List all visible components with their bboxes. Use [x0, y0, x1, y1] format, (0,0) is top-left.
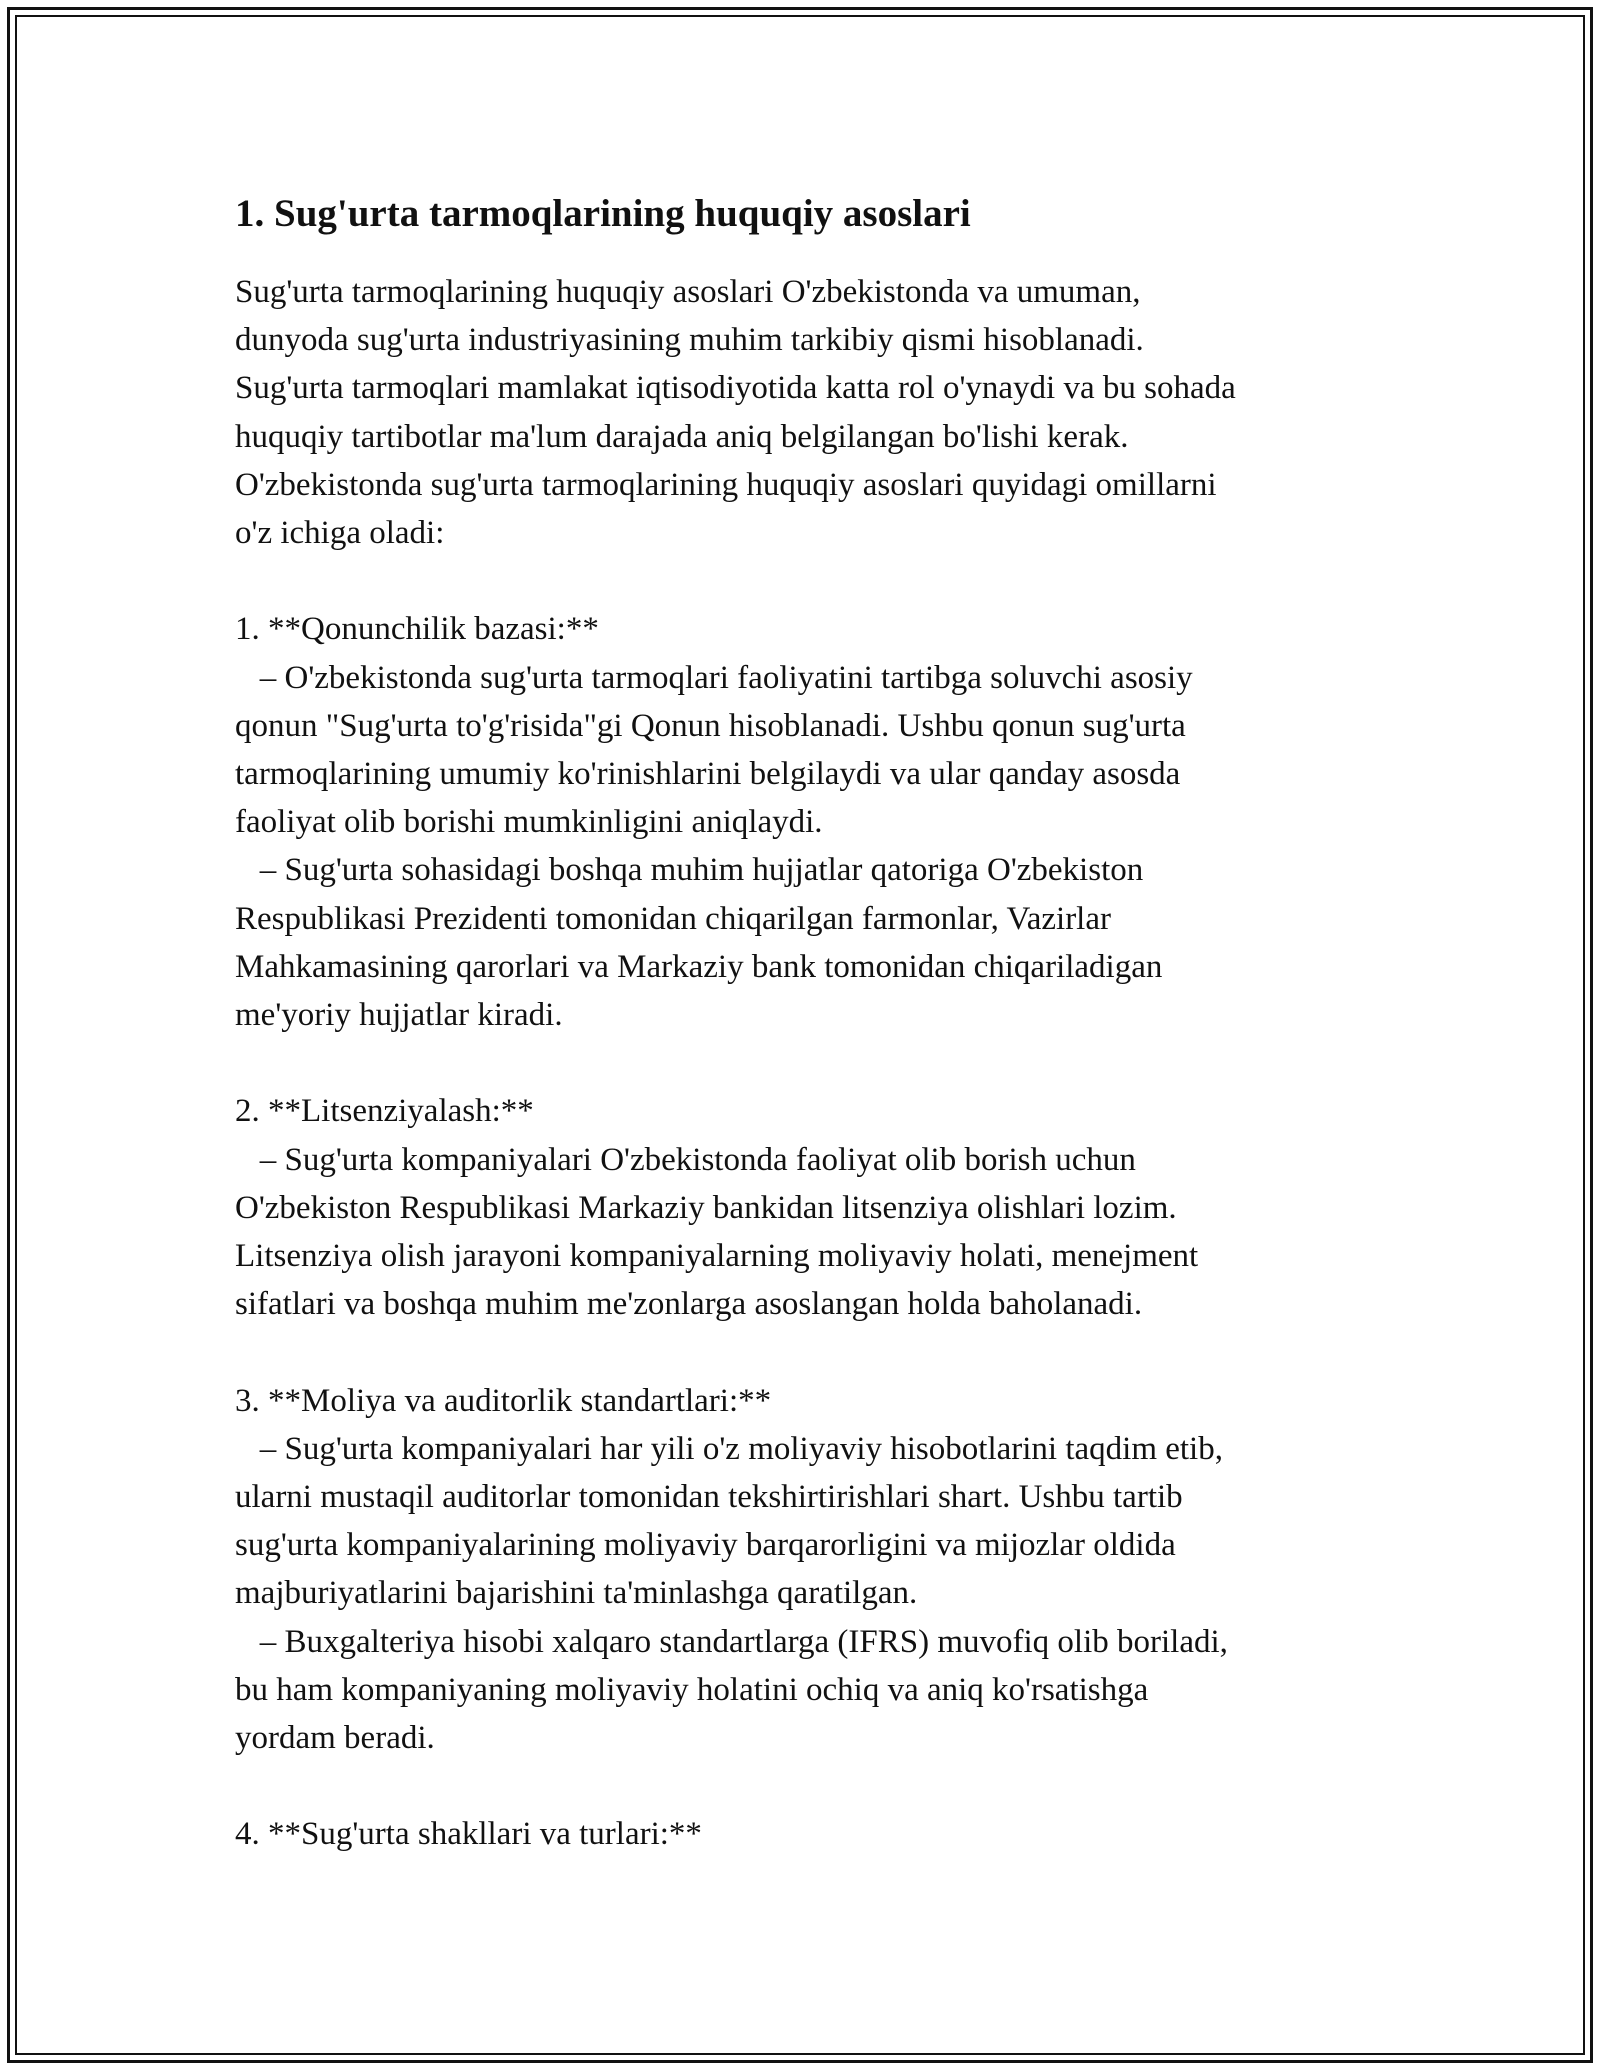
section-body-licensing: – Sug'urta kompaniyalari O'zbekistonda faoliyat olib borish uchun O'zbekiston Respublikasi Markaziy bankidan litsenziya olishlari lozim. Litsenziya olish jarayoni kompaniyalarning moliyaviy holati, menejment sifatlari va boshqa muhim me'zonlarga asoslangan holda baholanadi. — [235, 1141, 1199, 1323]
section-body-finance-audit: – Sug'urta kompaniyalari har yili o'z moliyaviy hisobotlarini taqdim etib, ularni mustaqil auditorlar tomonidan tekshirtirishlari shart. Ushbu tartib sug'urta kompaniyalarining moliyaviy barqarorligini va mijozlar oldida majburiyatlarini bajarishini ta'minlashga qaratilgan. – Buxgalteriya hisobi xalqaro standartlarga (IFRS) muvofiq olib boriladi, bu ham kompaniyaning moliyaviy holatini ochiq va aniq ko'rsatishga yordam beradi. — [235, 1430, 1228, 1757]
section-heading-licensing: 2. **Litsenziyalash:** — [235, 1093, 534, 1130]
spacer — [235, 557, 1385, 605]
spacer — [235, 1328, 1385, 1376]
section-heading-insurance-types: 4. **Sug'urta shakllari va turlari:** — [235, 1816, 702, 1853]
section-body-legislation: – O'zbekistonda sug'urta tarmoqlari faoliyatini tartibga soluvchi asosiy qonun "Sug'urta to'g'risida"gi Qonun hisoblanadi. Ushbu qonun sug'urta tarmoqlarining umumiy ko'rinishlarini belgilaydi va ular qanday asosda faoliyat olib borishi mumkinligini aniqlaydi. – Sug'urta sohasidagi boshqa muhim hujjatlar qatoriga O'zbekiston Respublikasi Prezidenti tomonidan chiqarilgan farmonlar, Vazirlar Mahkamasining qarorlari va Markaziy bank tomonidan chiqariladigan me'yoriy hujjatlar kiradi. — [235, 659, 1193, 1034]
document-content — [235, 186, 1385, 1859]
spacer — [235, 1762, 1385, 1810]
intro-paragraph: Sug'urta tarmoqlarining huquqiy asoslari O'zbekistonda va umuman, dunyoda sug'urta industriyasining muhim tarkibiy qismi hisoblanadi. Sug'urta tarmoqlari mamlakat iqtisodiyotida katta rol o'ynaydi va bu sohada huquqiy tartibotlar ma'lum darajada aniq belgilangan bo'lishi kerak. O'zbekistonda sug'urta tarmoqlarining huquqiy asoslari quyidagi omillarni o'z ichiga oladi: — [235, 274, 1236, 552]
section-heading-legislation: 1. **Qonunchilik bazasi:** — [235, 611, 599, 648]
document-title: 1. Sug'urta tarmoqlarining huquqiy asoslari — [235, 192, 971, 235]
spacer — [235, 1039, 1385, 1087]
section-heading-finance-audit: 3. **Moliya va auditorlik standartlari:** — [235, 1382, 772, 1419]
